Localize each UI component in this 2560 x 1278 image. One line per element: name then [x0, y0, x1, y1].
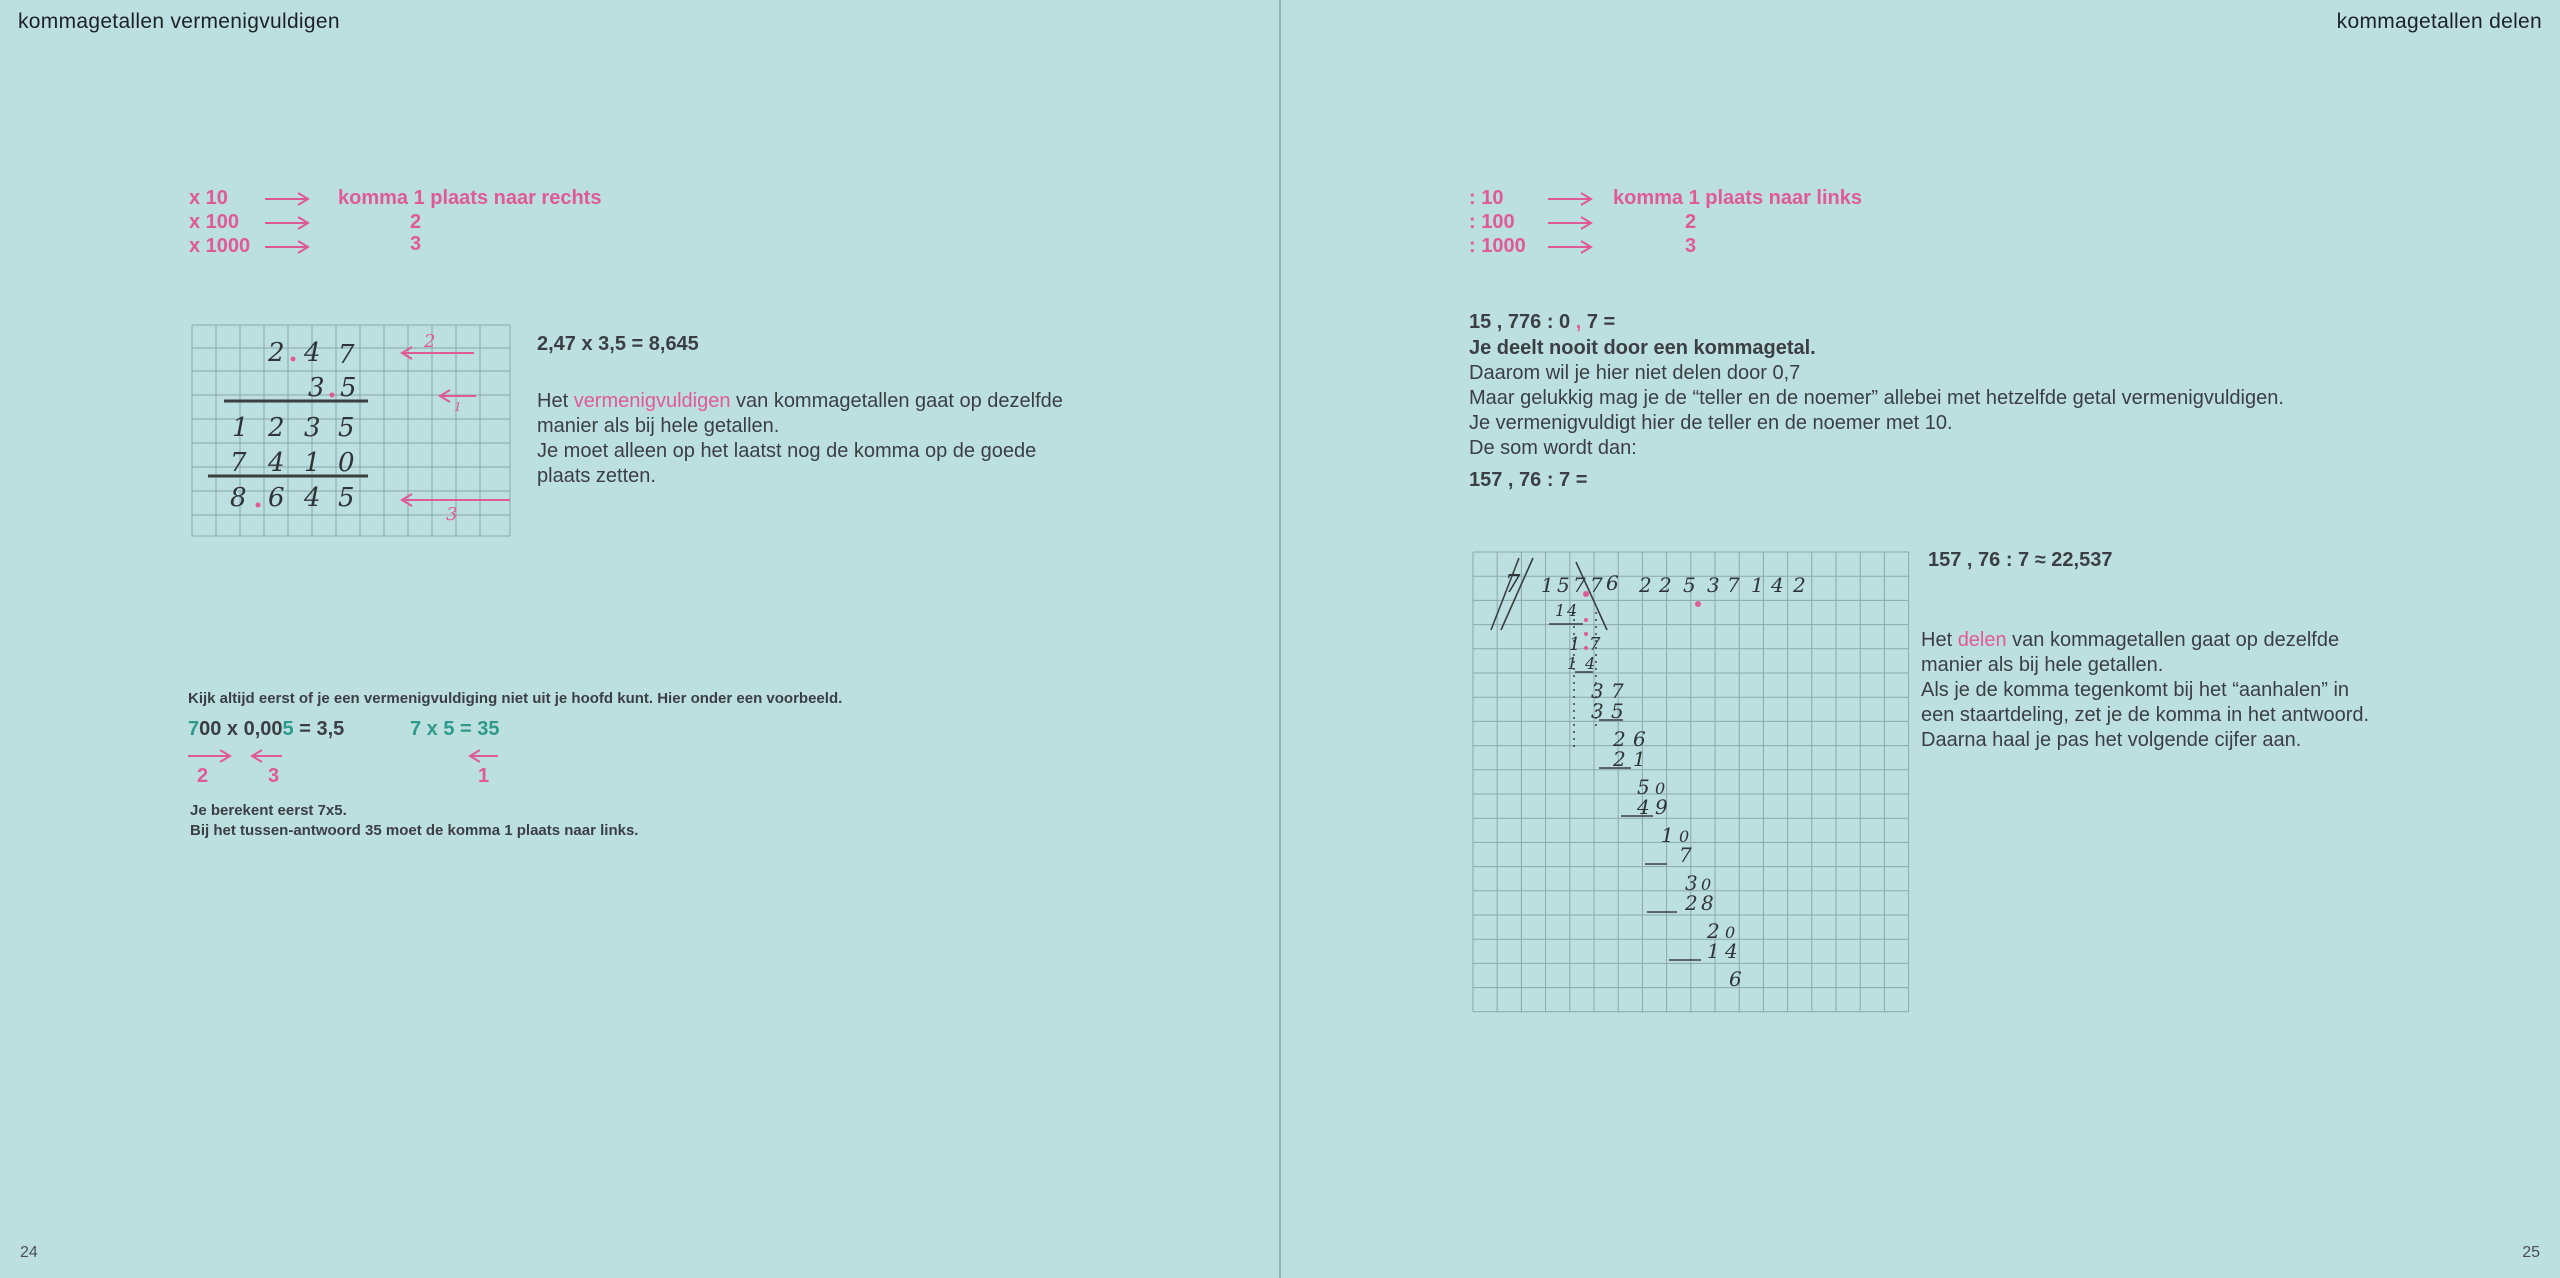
grid-digit: 3 — [304, 413, 321, 443]
example-num: 3 — [268, 765, 280, 787]
example-part: = 3,5 — [293, 718, 345, 740]
step-digit: 7 — [1611, 679, 1624, 703]
step-digit: 2 — [1685, 891, 1698, 915]
quotient-digit: 4 — [1771, 573, 1784, 597]
step-digit: 7 — [1589, 634, 1601, 655]
explain-line-4: plaats zetten. — [537, 465, 656, 487]
explain-line-2: manier als bij hele getallen. — [1921, 654, 2164, 676]
rule-op-x10: x 10 — [189, 187, 228, 209]
step-digit: 4 — [1567, 601, 1578, 620]
explain-highlight: delen — [1957, 629, 2007, 651]
quotient-digit: 2 — [1793, 573, 1806, 597]
rule-num-3: 3 — [410, 233, 422, 255]
step-digit: 0 — [1655, 779, 1666, 798]
grid-digit: 5 — [338, 483, 355, 513]
note-line-2: Bij het tussen-antwoord 35 moet de komma 1 plaats naar links. — [190, 822, 639, 839]
divisor-digit: 7 — [1505, 570, 1521, 598]
quotient-digit: 2 — [1659, 573, 1672, 597]
step-digit: 7 — [1679, 843, 1692, 867]
step-digit: 1 — [1569, 634, 1581, 655]
step-digit: 1 — [1661, 823, 1674, 847]
sum-comma: , — [1575, 311, 1582, 333]
rule-text: komma 1 plaats naar links — [1613, 187, 1863, 209]
step-digit: 5 — [1637, 775, 1650, 799]
dividend-digit: 5 — [1557, 573, 1570, 597]
step-digit: 2 — [1707, 919, 1720, 943]
note-line-1: Je berekent eerst 7x5. — [190, 802, 347, 819]
sum-part: 7 = — [1581, 311, 1616, 333]
warning-text: Je deelt nooit door een kommagetal. — [1469, 337, 1816, 359]
grid-digit: 4 — [268, 448, 285, 478]
example-num: 2 — [197, 765, 209, 787]
explain-line-5: Daarna haal je pas het volgende cijfer aan. — [1921, 729, 2302, 751]
body-line: De som wordt dan: — [1469, 437, 1637, 459]
rule-op-div100: : 100 — [1469, 211, 1515, 233]
body-line: Je vermenigvuldigt hier de teller en de noemer met 10. — [1469, 412, 1953, 434]
step-digit: 4 — [1637, 795, 1650, 819]
grid-digit: 4 — [304, 483, 321, 513]
example-arrows — [186, 746, 506, 766]
quotient-digit: 1 — [1751, 573, 1764, 597]
grid-digit: 4 — [304, 338, 321, 368]
dividend-digit: 1 — [1541, 573, 1554, 597]
dividend-digit: 7 — [1590, 573, 1603, 597]
step-digit: 3 — [1591, 679, 1604, 703]
step-digit: 0 — [1679, 827, 1690, 846]
explain-text: van kommagetallen gaat op dezelfde — [730, 390, 1063, 412]
grid-digit: 8 — [230, 483, 247, 513]
step-digit: 1 — [1633, 747, 1646, 771]
rule-num-2: 2 — [1685, 211, 1697, 233]
rule-op-x1000: x 1000 — [189, 235, 251, 257]
step-digit: 4 — [1725, 939, 1738, 963]
dividend-digit: 6 — [1606, 571, 1619, 595]
step-digit: 2 — [1613, 747, 1626, 771]
explain-line-1 — [537, 389, 1063, 414]
grid-digit: 2 — [268, 413, 285, 443]
step-digit: 3 — [1685, 871, 1698, 895]
rule-arrows — [262, 188, 314, 258]
rule-op-div1000: : 1000 — [1469, 235, 1526, 257]
step-digit: 0 — [1701, 875, 1712, 894]
quotient-digit: 3 — [1707, 573, 1720, 597]
grid-digit: 1 — [304, 448, 321, 478]
left-page — [0, 0, 1279, 1278]
step-digit: 4 — [1585, 654, 1596, 673]
example-part: 5 — [282, 718, 294, 740]
grid-digit: 1 — [232, 413, 249, 443]
explain-line-3: Je moet alleen op het laatst nog de komma op de goede — [537, 440, 1037, 462]
long-division-grid — [1471, 550, 1911, 1014]
explain-line-4: een staartdeling, zet je de komma in het antwoord. — [1921, 704, 2370, 726]
grid-digit: 7 — [230, 448, 247, 478]
step-digit: 6 — [1633, 727, 1646, 751]
page-number: 24 — [20, 1244, 38, 1261]
multiplication-grid — [190, 323, 514, 539]
grid-arrow-label: 2 — [424, 331, 436, 352]
step-digit: 5 — [1611, 699, 1624, 723]
page-title: kommagetallen delen — [2336, 10, 2542, 33]
explain-text: van kommagetallen gaat op dezelfde — [2006, 629, 2340, 651]
dividend-digit: 7 — [1573, 573, 1586, 597]
step-digit: 6 — [1729, 967, 1742, 991]
rule-op-div10: : 10 — [1469, 187, 1504, 209]
example-part: 7 — [188, 718, 200, 740]
tip-text: Kijk altijd eerst of je een vermenigvuldiging niet uit je hoofd kunt. Hier onder een voorbeeld. — [188, 690, 843, 707]
division-sum-original — [1469, 310, 1615, 335]
rule-arrows — [1545, 188, 1597, 258]
example-simple: 7 x 5 = 35 — [410, 718, 500, 740]
right-page — [1281, 0, 2560, 1278]
explain-line-2: manier als bij hele getallen. — [537, 415, 780, 437]
step-digit: 8 — [1701, 891, 1714, 915]
step-digit: 0 — [1725, 923, 1736, 942]
step-digit: 9 — [1655, 795, 1668, 819]
grid-digit: 0 — [338, 448, 355, 478]
body-line: Daarom wil je hier niet delen door 0,7 — [1469, 362, 1801, 384]
quotient-digit: 5 — [1683, 573, 1696, 597]
body-line: Maar gelukkig mag je de “teller en de noemer” allebei met hetzelfde getal vermenigvuldigen. — [1469, 387, 2284, 409]
step-digit: 1 — [1555, 601, 1566, 620]
quotient-digit: 2 — [1639, 573, 1652, 597]
grid-digit: 5 — [340, 373, 357, 403]
explain-text: Het — [537, 390, 574, 412]
grid-digit: 3 — [308, 373, 325, 403]
page-number: 25 — [2522, 1244, 2540, 1261]
division-sum-new: 157 , 76 : 7 = — [1469, 469, 1588, 491]
example-equation — [188, 718, 344, 741]
grid-digit: 6 — [268, 483, 285, 513]
quotient-digit: 7 — [1727, 573, 1740, 597]
rule-num-2: 2 — [410, 211, 422, 233]
explain-highlight: vermenigvuldigen — [573, 390, 731, 412]
grid-arrow-label: 3 — [446, 504, 458, 525]
step-digit: 3 — [1591, 699, 1604, 723]
rule-text: komma 1 plaats naar rechts — [338, 187, 602, 209]
explain-text: Het — [1921, 629, 1958, 651]
explain-line-3: Als je de komma tegenkomt bij het “aanhalen” in — [1921, 679, 2350, 701]
step-digit: 1 — [1567, 654, 1578, 673]
grid-digit: 7 — [338, 340, 355, 370]
step-digit: 1 — [1707, 939, 1720, 963]
page-title: kommagetallen vermenigvuldigen — [18, 10, 340, 33]
step-digit: 2 — [1613, 727, 1626, 751]
rule-num-3: 3 — [1685, 235, 1697, 257]
example-num: 1 — [478, 765, 490, 787]
grid-arrow-label: 1 — [454, 400, 462, 414]
division-result: 157 , 76 : 7 ≈ 22,537 — [1928, 549, 2113, 571]
explain-line-1 — [1921, 628, 2339, 653]
multiplication-equation: 2,47 x 3,5 = 8,645 — [537, 333, 699, 355]
grid-digit: 5 — [338, 413, 355, 443]
sum-part: 15 , 776 : 0 — [1469, 311, 1576, 333]
example-part: 00 x 0,00 — [199, 718, 283, 740]
grid-digit: 2 — [268, 338, 285, 368]
rule-op-x100: x 100 — [189, 211, 240, 233]
